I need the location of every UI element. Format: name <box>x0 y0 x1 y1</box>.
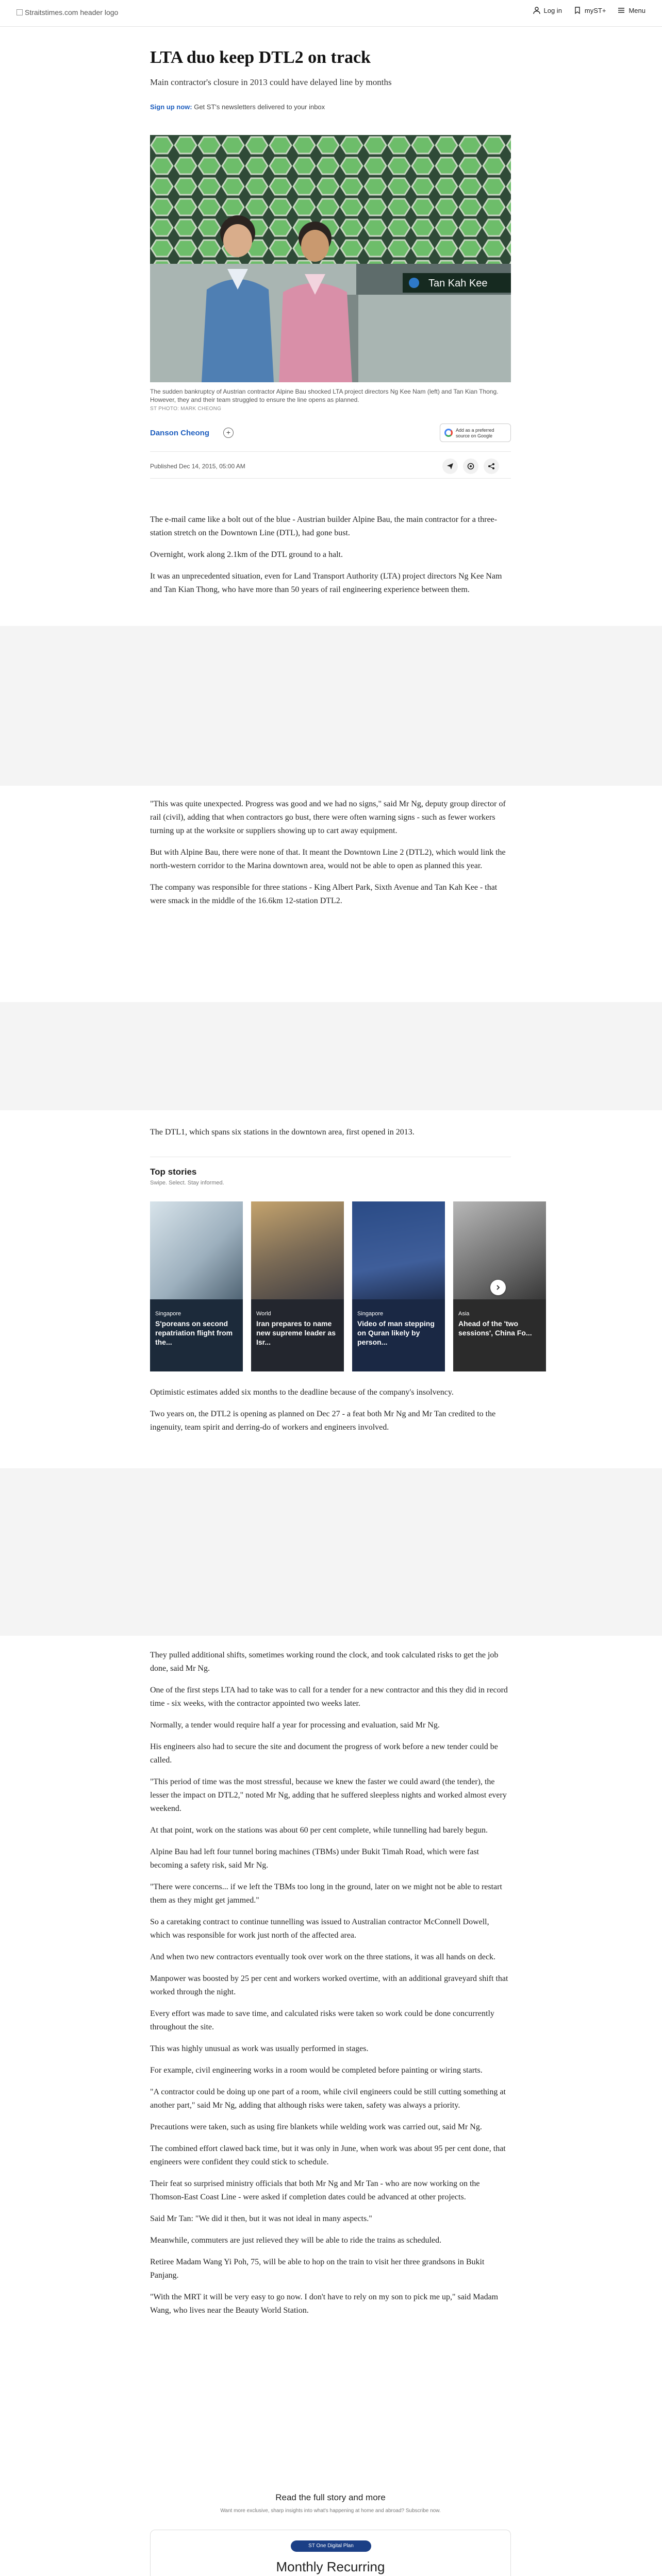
top-stories-subtitle: Swipe. Select. Stay informed. <box>150 1180 224 1186</box>
google-icon <box>444 429 453 437</box>
article-paragraph: One of the first steps LTA had to take was to call for a tender for a new contractor and this they did in record time - six weeks, with the contractor appointed two weeks later. <box>150 1686 508 1708</box>
chevron-right-icon <box>495 1284 501 1291</box>
user-icon <box>533 6 541 14</box>
ad-slot <box>0 1468 662 1636</box>
top-stories-title: Top stories <box>150 1167 197 1177</box>
article-paragraph: Optimistic estimates added six months to the deadline because of the company's insolvency. <box>150 1388 454 1397</box>
article-paragraph: His engineers also had to secure the site and document the progress of work before a new tender could be called. <box>150 1742 498 1765</box>
article-paragraph: The e-mail came like a bolt out of the blue - Austrian builder Alpine Bau, the main contractor for a three-station stretch on the Downtown Line (DTL), had gone bust. <box>150 515 498 537</box>
whatsapp-icon <box>467 463 474 470</box>
photo-caption: The sudden bankruptcy of Austrian contractor Alpine Bau shocked LTA project directors Ng Kee Nam (left) and Tan Kian Thong. However, they and their team struggled to ensure the line opens as planned. <box>150 388 499 403</box>
myst-button[interactable]: myST+ <box>573 6 606 14</box>
share-toolbar <box>442 459 499 474</box>
article-standfirst: Main contractor's closure in 2013 could have delayed line by months <box>150 77 392 87</box>
article-paragraph: The combined effort clawed back time, but it was only in June, when work was about 95 per cent done, that engineers were confident they could stick to schedule. <box>150 2144 506 2166</box>
story-card[interactable]: Singapore Video of man stepping on Quran likely by person... <box>352 1201 445 1371</box>
article-paragraph: Normally, a tender would require half a year for processing and evaluation, said Mr Ng. <box>150 1721 440 1730</box>
share-whatsapp-button[interactable] <box>463 459 478 474</box>
story-image <box>251 1201 344 1304</box>
station-sign-text: Tan Kah Kee <box>428 278 488 289</box>
article-body-2 <box>150 798 511 908</box>
article-body-5 <box>150 1649 511 2326</box>
ad-slot <box>0 626 662 786</box>
send-icon <box>446 463 454 470</box>
article-paragraph: But with Alpine Bau, there were none of that. It meant the Downtown Line 2 (DTL2), which would link the north-western corridor to the Marina downtown area, would not be able to open as planned this year. <box>150 848 506 870</box>
article-paragraph: The DTL1, which spans six stations in the downtown area, first opened in 2013. <box>150 1128 415 1137</box>
article-body-3 <box>150 1126 511 1139</box>
article-paragraph: "With the MRT it will be very easy to go now. I don't have to rely on my son to pick me up," said Madam Wang, who lives near the Beauty World Station. <box>150 2293 499 2315</box>
article-paragraph: Alpine Bau had left four tunnel boring machines (TBMs) under Bukit Timah Road, which were fast becoming a safety risk, said Mr Ng. <box>150 1848 479 1870</box>
subscription-card <box>150 2530 511 2576</box>
top-stories-carousel[interactable] <box>150 1201 532 1371</box>
article-paragraph: At that point, work on the stations was about 60 per cent complete, while tunnelling had barely begun. <box>150 1826 488 1835</box>
article-paragraph: Precautions were taken, such as using fire blankets while welding work was carried out, said Mr Ng. <box>150 2123 482 2131</box>
article-paragraph: The company was responsible for three stations - King Albert Park, Sixth Avenue and Tan Kah Kee - that were smack in the middle of the 16.6km 12-station DTL2. <box>150 883 498 905</box>
article-paragraph: For example, civil engineering works in a room would be completed before painting or wiring starts. <box>150 2066 483 2075</box>
story-image <box>352 1201 445 1304</box>
article-paragraph: Their feat so surprised ministry officials that both Mr Ng and Mr Tan - who are now working on the Thomson-East Coast Line - were asked if completion dates could be advanced at other projects. <box>150 2179 480 2201</box>
article-paragraph: "This was quite unexpected. Progress was good and we had no signs," said Mr Ng, deputy group director of rail (civil), adding that when contractors go bust, there were often warning signs - such as fewer workers turning up at the worksite or suppliers showing up to cart away equipment. <box>150 800 506 835</box>
share-more-button[interactable] <box>484 459 499 474</box>
article-paragraph: Every effort was made to save time, and calculated risks were taken so work could be done concurrently throughout the site. <box>150 2009 494 2031</box>
divider <box>150 451 511 452</box>
station-photo-illustration <box>150 135 511 382</box>
article-paragraph: "This period of time was the most stressful, because we knew the faster we could award (the tender), the lesser the impact on DTL2," noted Mr Ng, adding that he suffered sleepless nights and worked almost every weekend. <box>150 1777 507 1813</box>
menu-button[interactable]: Menu <box>617 6 646 14</box>
byline-row <box>150 422 511 443</box>
article-paragraph: Two years on, the DTL2 is opening as planned on Dec 27 - a feat both Mr Ng and Mr Tan credited to the ingenuity, team spirit and derring-do of workers and engineers involved. <box>150 1410 496 1432</box>
article-title: LTA duo keep DTL2 on track <box>150 48 371 67</box>
broken-image-icon <box>16 9 23 15</box>
article-paragraph: This was highly unusual as work was usually performed in stages. <box>150 2044 369 2053</box>
share-icon <box>488 463 495 470</box>
photo-credit: ST PHOTO: MARK CHEONG <box>150 406 222 412</box>
article-body-4 <box>150 1386 511 1434</box>
author-link[interactable]: Danson Cheong <box>150 429 209 437</box>
article-paragraph: They pulled additional shifts, sometimes working round the clock, and took calculated risks to get the job done, said Mr Ng. <box>150 1651 499 1673</box>
share-telegram-button[interactable] <box>442 459 458 474</box>
article-paragraph: Retiree Madam Wang Yi Poh, 75, will be able to hop on the train to visit her three grandsons in Bukit Panjang. <box>150 2258 485 2280</box>
carousel-next-button[interactable] <box>490 1280 506 1295</box>
story-image <box>150 1201 243 1304</box>
paywall-sub: Want more exclusive, sharp insights into what's happening at home and abroad? Subscribe now. <box>220 2508 441 2514</box>
article-paragraph: Overnight, work along 2.1km of the DTL ground to a halt. <box>150 550 343 559</box>
published-date: Published Dec 14, 2015, 05:00 AM <box>150 463 245 470</box>
login-button[interactable]: Log in <box>533 6 562 14</box>
story-card[interactable]: Singapore S'poreans on second repatriation flight from the... <box>150 1201 243 1371</box>
article-body-1 <box>150 513 511 597</box>
newsletter-signup[interactable]: Sign up now: Get ST's newsletters delivered to your inbox <box>150 103 325 111</box>
site-header <box>0 0 662 27</box>
article-paragraph: Meanwhile, commuters are just relieved they will be able to ride the trains as scheduled. <box>150 2236 442 2245</box>
article-paragraph: So a caretaking contract to continue tunnelling was issued to Australian contractor McConnell Dowell, which was responsible for work just north of the affected area. <box>150 1918 489 1940</box>
paywall-heading-block <box>150 2493 511 2514</box>
google-preferred-source-button[interactable]: Add as a preferred source on Google <box>440 423 511 442</box>
divider <box>150 478 511 479</box>
follow-author-icon[interactable]: + <box>223 428 234 438</box>
article-paragraph: Said Mr Tan: "We did it then, but it was not ideal in many aspects." <box>150 2214 372 2223</box>
article-paragraph: "A contractor could be doing up one part of a room, while civil engineers could be still cutting something at another part," said Mr Ng, adding that although risks were taken, safety was always a priority. <box>150 2088 506 2110</box>
article-paragraph: Manpower was boosted by 25 per cent and workers worked overtime, with an additional graveyard shift that worked through the night. <box>150 1974 508 1996</box>
story-card[interactable]: Asia Ahead of the 'two sessions', China Fo... <box>453 1201 546 1371</box>
plan-name: Monthly Recurring <box>276 2559 385 2574</box>
article-paragraph: It was an unprecedented situation, even for Land Transport Authority (LTA) project directors Ng Kee Nam and Tan Kian Thong, who have more than 50 years of rail engineering experience between them. <box>150 572 502 594</box>
article-paragraph: "There were concerns... if we left the TBMs too long in the ground, later on we might not be able to restart them as they might get jammed." <box>150 1883 502 1905</box>
ad-slot <box>0 1002 662 1110</box>
article-paragraph: And when two new contractors eventually took over work on the three stations, it was all hands on deck. <box>150 1953 496 1961</box>
story-card[interactable]: World Iran prepares to name new supreme leader as Isr... <box>251 1201 344 1371</box>
hamburger-icon <box>617 6 625 14</box>
plan-badge: ST One Digital Plan <box>291 2540 371 2552</box>
site-logo[interactable]: Straitstimes.com header logo <box>16 8 118 16</box>
hero-photo <box>150 135 511 382</box>
paywall-heading: Read the full story and more <box>275 2493 386 2502</box>
bookmark-icon <box>573 6 582 14</box>
